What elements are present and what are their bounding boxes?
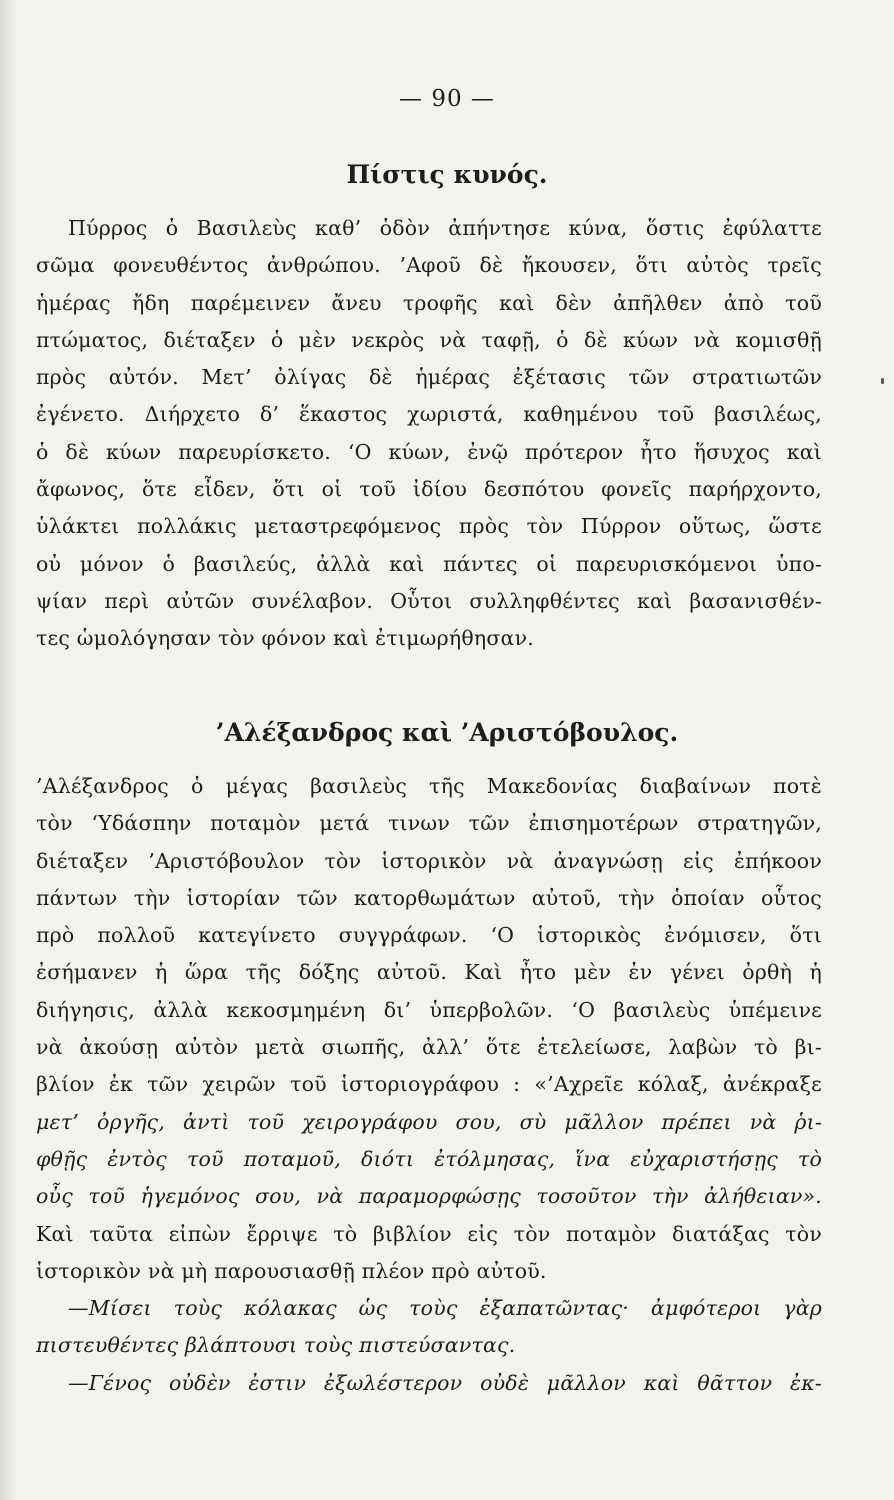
- section-title-pistis-kynos: Πίστις κυνός.: [346, 160, 548, 189]
- text-line: ὁ δὲ κύων παρευρίσκετο. ‘Ο κύων, ἐνῷ πρότερον ἦτο ἥσυχος καὶ: [36, 439, 822, 464]
- text-line: πάντων τὴν ἱστορίαν τῶν κατορθωμάτων αὐτοῦ, τὴν ὁποίαν οὗτος: [36, 885, 822, 910]
- text-line: ὑλάκτει πολλάκις μεταστρεφόμενος πρὸς τὸν Πύρρον οὕτως, ὥστε: [36, 514, 822, 539]
- text-line: τὸν ‘Υδάσπην ποταμὸν μετά τινων τῶν ἐπισημοτέρων στρατηγῶν,: [36, 811, 822, 836]
- text-line: ἐσήμανεν ἡ ὥρα τῆς δόξης αὐτοῦ. Καὶ ἦτο μὲν ἐν γένει ὀρθὴ ἡ: [36, 960, 822, 985]
- text-line: οὐ μόνον ὁ βασιλεύς, ἀλλὰ καὶ πάντες οἱ παρευρισκόμενοι ὑπο-: [36, 551, 822, 576]
- text-line: πρὸ πολλοῦ κατεγίνετο συγγράφων. ‘Ο ἱστορικὸς ἐνόμισεν, ὅτι: [36, 923, 822, 948]
- maxim-line: —Μίσει τοὺς κόλακας ὡς τοὺς ἐξαπατῶντας· ἀμφότεροι γὰρ: [68, 1296, 822, 1321]
- maxim-line: πιστευθέντες βλάπτουσι τοὺς πιστεύσαντας.: [36, 1333, 516, 1358]
- text-line: ψίαν περὶ αὐτῶν συνέλαβον. Οὗτοι συλληφθέντες καὶ βασανισθέν-: [36, 588, 822, 613]
- text-line: τες ὡμολόγησαν τὸν φόνον καὶ ἐτιμωρήθησαν.: [36, 626, 534, 651]
- ink-speck: [881, 378, 884, 384]
- text-line: φθῇς ἐντὸς τοῦ ποταμοῦ, διότι ἐτόλμησας, ἵνα εὐχαριστήσῃς τὸ: [36, 1146, 822, 1171]
- text-line: πρὸς αὐτόν. Μετ’ ὀλίγας δὲ ἡμέρας ἐξέτασις τῶν στρατιωτῶν: [36, 365, 822, 390]
- text-line: Καὶ ταῦτα εἰπὼν ἔρριψε τὸ βιβλίον εἰς τὸν ποταμὸν διατάξας τὸν: [36, 1221, 822, 1246]
- page-number: — 90 —: [399, 86, 495, 112]
- text-line: πτώματος, διέταξεν ὁ μὲν νεκρὸς νὰ ταφῇ, ὁ δὲ κύων νὰ κομισθῇ: [36, 327, 822, 352]
- text-line: νὰ ἀκούσῃ αὐτὸν μετὰ σιωπῆς, ἀλλ’ ὅτε ἐτελείωσε, λαβὼν τὸ βι-: [36, 1035, 822, 1060]
- text-line: Πύρρος ὁ Βασιλεὺς καθ’ ὁδὸν ἀπήντησε κύνα, ὅστις ἐφύλαττε: [68, 216, 822, 240]
- page-edge-shadow: [0, 0, 18, 1500]
- text-line: ἱστορικὸν νὰ μὴ παρουσιασθῇ πλέον πρὸ αὐτοῦ.: [36, 1258, 547, 1283]
- section-body-alexandros-aristoboulos: [36, 768, 822, 1402]
- section-title-alexandros-aristoboulos: ’Αλέξανδρος καὶ ’Αριστόβουλος.: [215, 718, 679, 747]
- text-line: διήγησις, ἀλλὰ κεκοσμημένη δι’ ὑπερβολῶν. ‘Ο βασιλεὺς ὑπέμεινε: [36, 997, 822, 1022]
- text-line: σῶμα φονευθέντος ἀνθρώπου. ’Αφοῦ δὲ ἤκουσεν, ὅτι αὐτὸς τρεῖς: [36, 253, 822, 278]
- text-line: βλίον ἐκ τῶν χειρῶν τοῦ ἱστοριογράφου : «’Αχρεῖε κόλαξ, ἀνέκραξε: [36, 1072, 822, 1097]
- text-line: διέταξεν ’Αριστόβουλον τὸν ἱστορικὸν νὰ ἀναγνώσῃ εἰς ἐπήκοον: [36, 848, 822, 873]
- text-line: μετ’ ὀργῆς, ἀντὶ τοῦ χειρογράφου σου, σὺ μᾶλλον πρέπει νὰ ῥι-: [36, 1109, 822, 1134]
- text-line: οὖς τοῦ ἡγεμόνος σου, νὰ παραμορφώσῃς τοσοῦτον τὴν ἀλήθειαν».: [36, 1184, 822, 1209]
- text-line: ἡμέρας ἤδη παρέμεινεν ἄνευ τροφῆς καὶ δὲν ἀπῆλθεν ἀπὸ τοῦ: [36, 290, 822, 315]
- text-line: ἐγένετο. Διήρχετο δ’ ἕκαστος χωριστά, καθημένου τοῦ βασιλέως,: [36, 402, 822, 427]
- text-line: ’Αλέξανδρος ὁ μέγας βασιλεὺς τῆς Μακεδονίας διαβαίνων ποτὲ: [36, 774, 822, 798]
- text-line: ἄφωνος, ὅτε εἶδεν, ὅτι οἱ τοῦ ἰδίου δεσπότου φονεῖς παρήρχοντο,: [36, 477, 822, 502]
- maxim-line: —Γένος οὐδὲν ἐστιν ἐξωλέστερον οὐδὲ μᾶλλον καὶ θᾶττον ἐκ-: [68, 1370, 822, 1395]
- section-body-pistis-kynos: [36, 210, 822, 658]
